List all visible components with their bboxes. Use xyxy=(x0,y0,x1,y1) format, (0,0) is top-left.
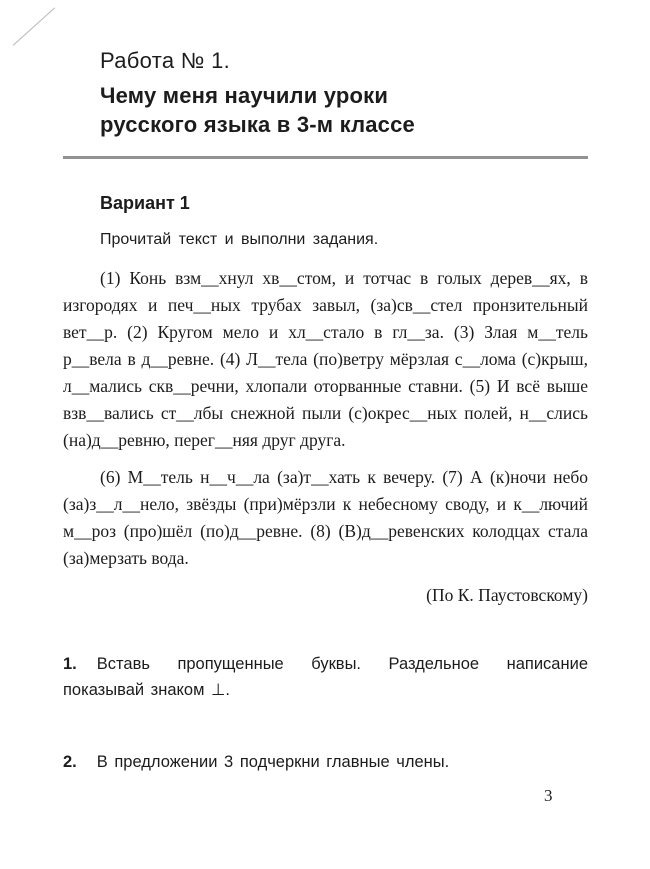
page-number: 3 xyxy=(544,786,553,805)
task-1-number: 1. xyxy=(63,655,77,673)
work-number-title: Работа № 1. xyxy=(100,48,231,73)
work-subtitle-line-2: русского языка в 3-м классе xyxy=(100,112,415,137)
task-2-text: В предложении 3 подчеркни главные члены. xyxy=(96,753,450,771)
exercise-text-block xyxy=(63,265,588,609)
header-divider-rule xyxy=(63,156,588,159)
text-paragraph-2: (6) М__тель н__ч__ла (за)т__хать к вечеру. (7) А (к)ночи небо (за)з__л__нело, звёзды (при)мёрзли к небесному своду, и к__лючий м__роз (про)шёл (по)д__ревне. (8) (В)д__ревенских колодцах стала (за)мерзать вода. xyxy=(63,467,588,568)
work-subtitle-line-1: Чему меня научили уроки xyxy=(100,83,389,108)
intro-instruction: Прочитай текст и выполни задания. xyxy=(100,231,379,248)
task-1 xyxy=(63,651,588,703)
task-2-number: 2. xyxy=(63,753,77,771)
task-1-text: Вставь пропущенные буквы. Раздельное написание показывай знаком ⊥. xyxy=(63,655,588,699)
task-2 xyxy=(63,749,588,775)
variant-title: Вариант 1 xyxy=(100,193,190,213)
page-header xyxy=(100,48,588,139)
text-paragraph-1: (1) Конь взм__хнул хв__стом, и тотчас в голых дерев__ях, в изгородях и печ__ных трубах завыл, (за)св__стел пронзительный вет__р. (2) Кругом мело и хл__стало в гл__за. (3) Злая м__тель р__вела в д__ревне. (4) Л__тела (по)ветру мёрзлая с__лома (с)крыш, л__мались скв__речни, хлопали оторванные ставни. (5) И всё выше взв__вались ст__лбы снежной пыли (с)окрес__ных полей, н__слись (на)д__ревню, перег__няя друг друга. xyxy=(63,268,588,450)
author-attribution: (По К. Паустовскому) xyxy=(426,585,588,605)
corner-decoration-line xyxy=(13,7,55,45)
